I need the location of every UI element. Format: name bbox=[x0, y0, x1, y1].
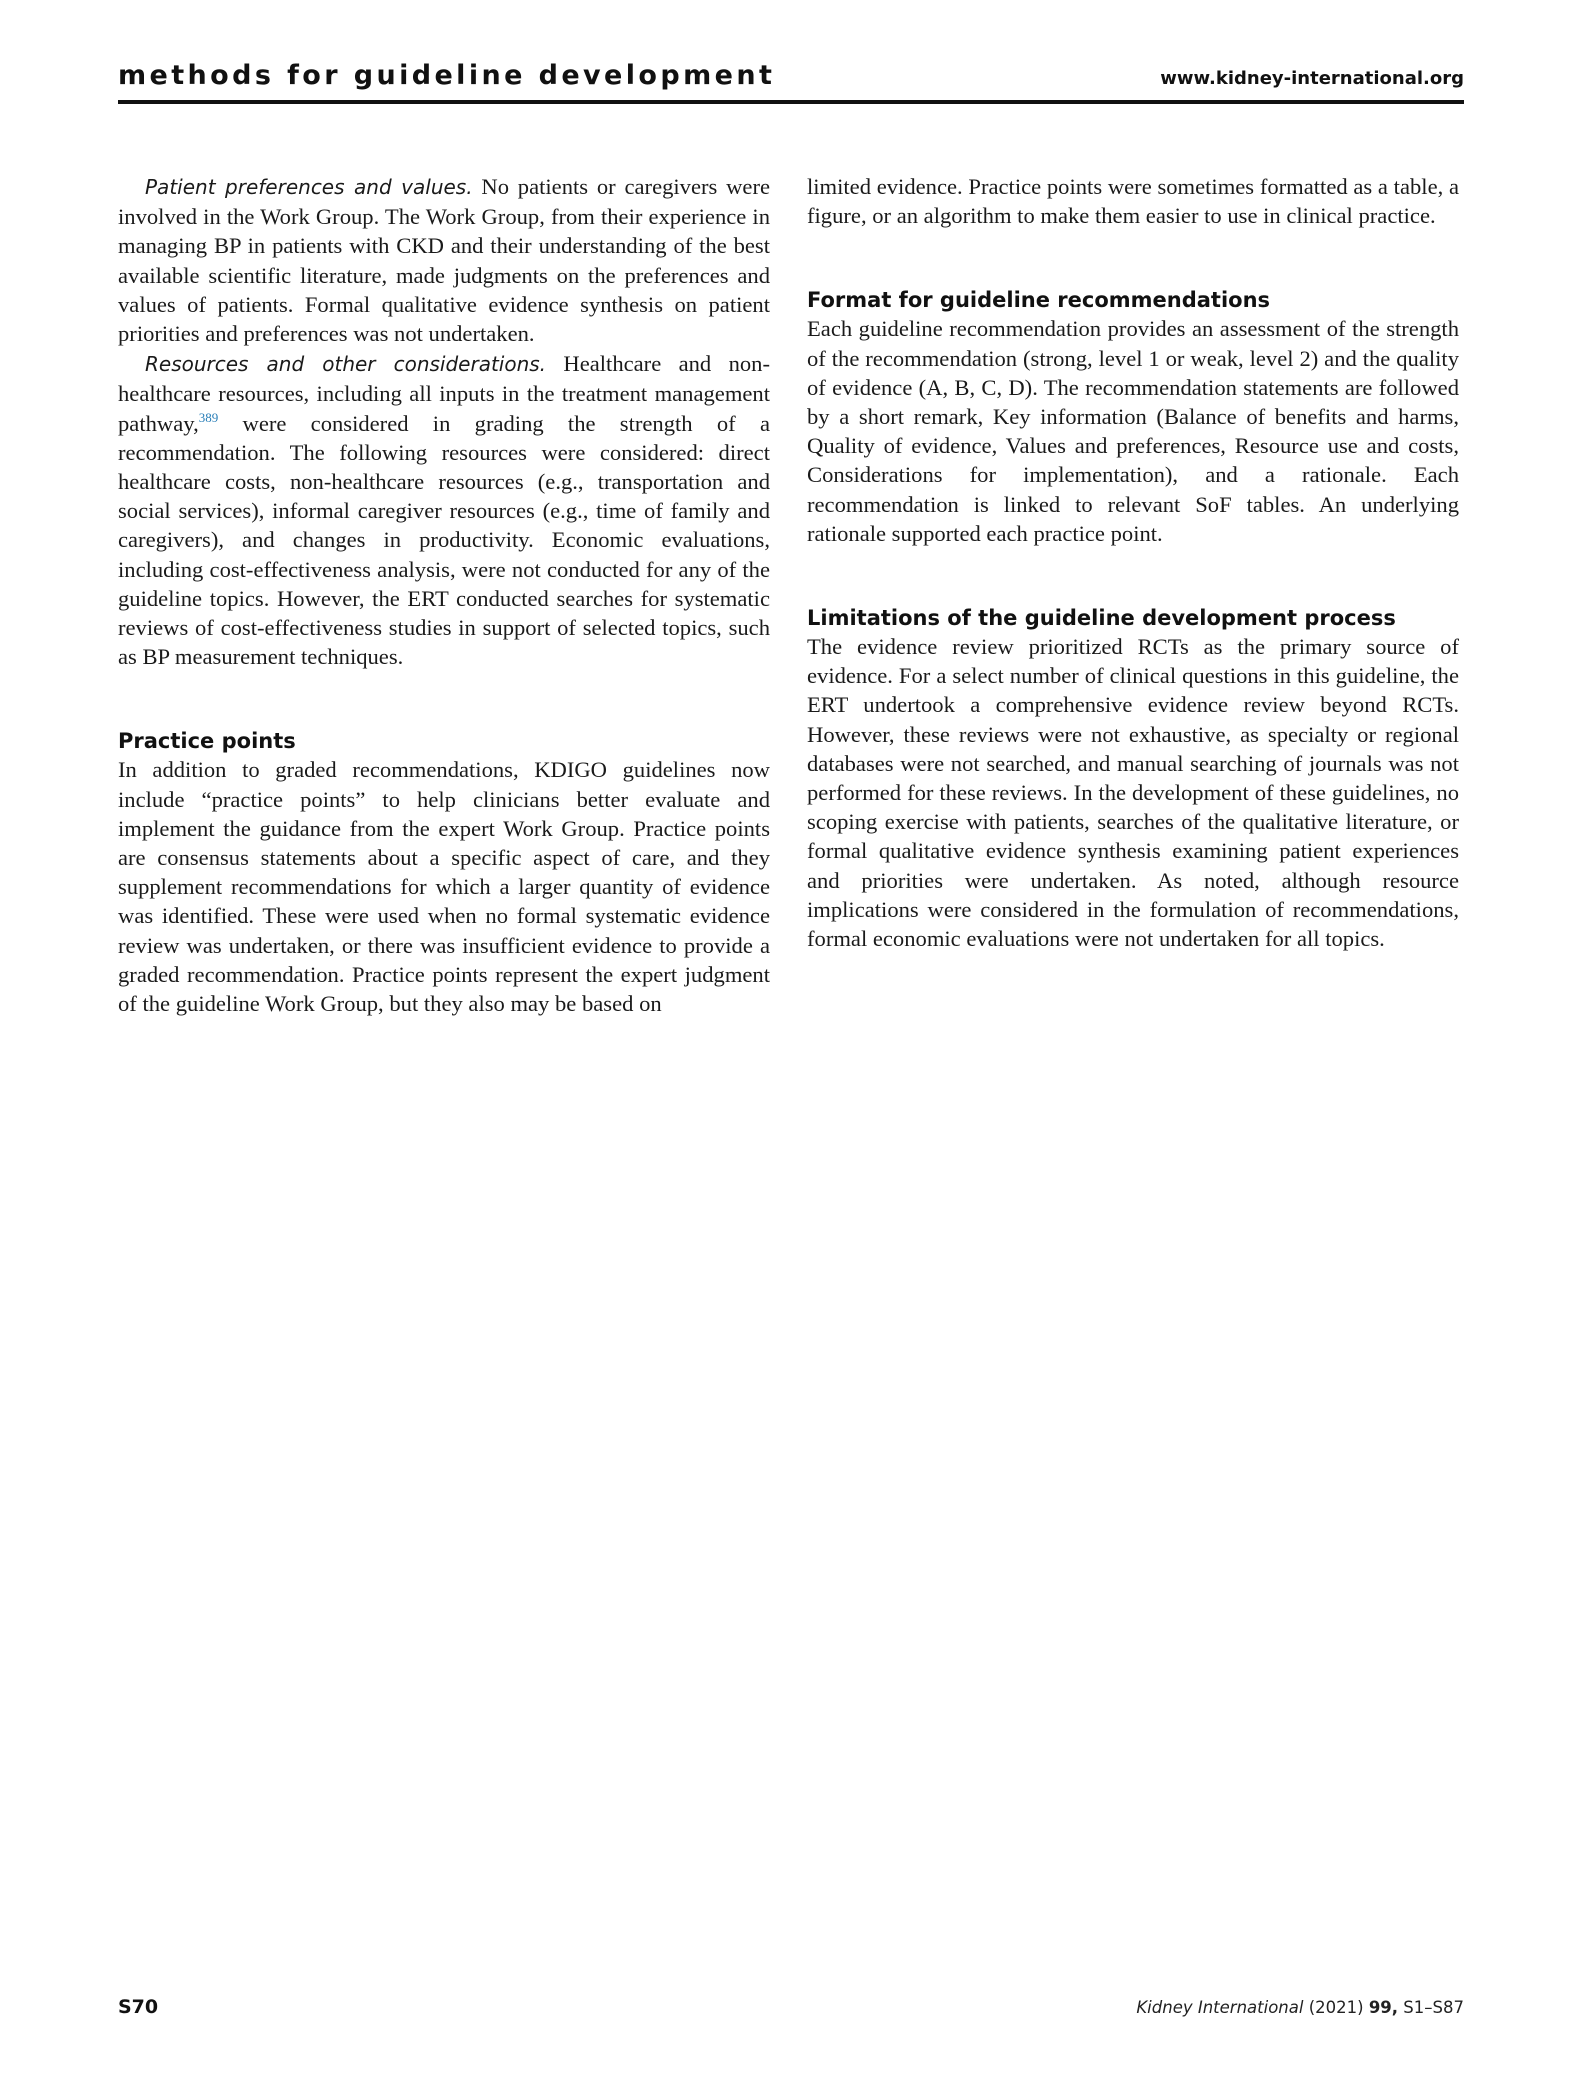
run-in-heading: Patient preferences and values. bbox=[145, 175, 473, 199]
paragraph-resources bbox=[118, 349, 770, 671]
heading-practice-points: Practice points bbox=[118, 729, 296, 754]
citation-volume: 99, bbox=[1368, 1998, 1399, 2017]
right-column bbox=[807, 172, 1459, 953]
paragraph-patient-preferences bbox=[118, 172, 770, 348]
heading-limitations: Limitations of the guideline development process bbox=[807, 606, 1396, 631]
run-in-heading: Resources and other considerations. bbox=[145, 352, 547, 377]
paragraph-text: were considered in grading the strength of a recommendation. The following resources were considered: direct healthcare costs, non-healthcare resources (e.g., transportation and social services), informal caregiver resources (e.g., time of family and caregivers), and changes in productivity. Economic evaluations, including cost-effectiveness analysis, were not conducted for any of the guideline topics. However, the ERT conducted searches for systematic reviews of cost-effectiveness studies in support of selected topics, such as BP measurement techniques. bbox=[118, 410, 770, 670]
running-head bbox=[118, 58, 1464, 104]
section-title: methods for guideline development bbox=[118, 60, 776, 91]
journal-citation bbox=[1136, 1998, 1464, 2017]
citation-year: (2021) bbox=[1303, 1998, 1369, 2017]
journal-url[interactable]: www.kidney-international.org bbox=[1160, 68, 1464, 89]
left-column bbox=[118, 172, 770, 1018]
heading-format-recommendations: Format for guideline recommendations bbox=[807, 288, 1271, 313]
page-number: S70 bbox=[118, 1996, 159, 2018]
paragraph-format: Each guideline recommendation provides an assessment of the strength of the recommendation (strong, level 1 or weak, level 2) and the quality of evidence (A, B, C, D). The recommendation statements are followed by a short remark, Key information (Balance of benefits and harms, Quality of evidence, Values and preferences, Resource use and costs, Considerations for implementation), and a rationale. Each recommendation is linked to relevant SoF tables. An underlying rationale supported each practice point. bbox=[807, 316, 1459, 546]
paragraph-text: Healthcare and non-healthcare resources, including all inputs in the treatment management pathway, bbox=[118, 351, 770, 436]
citation-pages: S1–S87 bbox=[1398, 1998, 1464, 2017]
reference-link[interactable]: 389 bbox=[198, 409, 219, 425]
paragraph-limitations: The evidence review prioritized RCTs as the primary source of evidence. For a select number of clinical questions in this guideline, the ERT undertook a comprehensive evidence review beyond RCTs. However, these reviews were not exhaustive, as specialty or regional databases were not searched, and manual searching of journals was not performed for these reviews. In the development of these guidelines, no scoping exercise with patients, searches of the qualitative literature, or formal qualitative evidence synthesis examining patient experiences and priorities were undertaken. As noted, although resource implications were considered in the formulation of recommendations, formal economic evaluations were not undertaken for all topics. bbox=[807, 634, 1459, 952]
paragraph-text: No patients or caregivers were involved in the Work Group. The Work Group, from their experience in managing BP in patients with CKD and their understanding of the best available scientific literature, made judgments on the preferences and values of patients. Formal qualitative evidence synthesis on patient priorities and preferences was not undertaken. bbox=[118, 174, 771, 347]
journal-name: Kidney International bbox=[1136, 1998, 1304, 2017]
paragraph-limited-evidence: limited evidence. Practice points were sometimes formatted as a table, a figure, or an algorithm to make them easier to use in clinical practice. bbox=[807, 174, 1459, 229]
paragraph-practice-points: In addition to graded recommendations, KDIGO guidelines now include “practice points” to help clinicians better evaluate and implement the guidance from the expert Work Group. Practice points are consensus statements about a specific aspect of care, and they supplement recommendations for which a larger quantity of evidence was identified. These were used when no formal systematic evidence review was undertaken, or there was insufficient evidence to provide a graded recommendation. Practice points represent the expert judgment of the guideline Work Group, but they also may be based on bbox=[118, 757, 770, 1017]
